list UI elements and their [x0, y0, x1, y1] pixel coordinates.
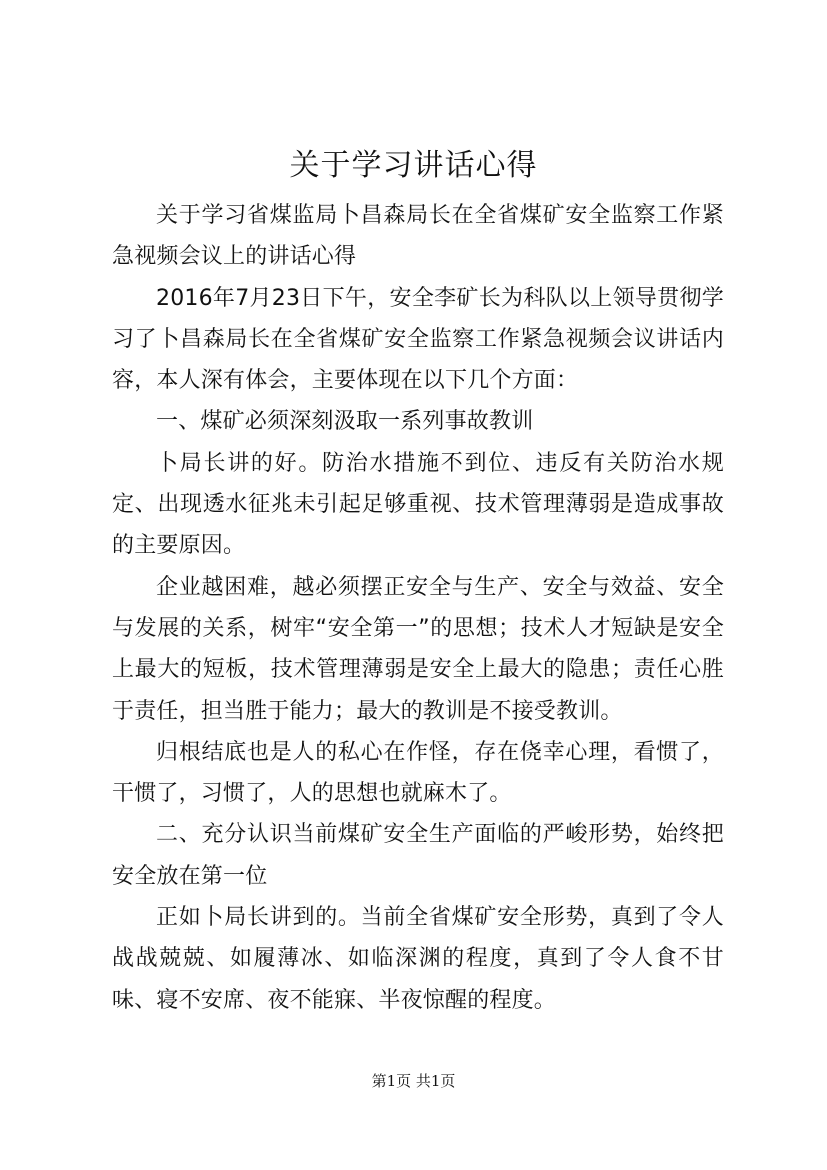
- section-heading: 二、充分认识当前煤矿安全生产面临的严峻形势，始终把安全放在第一位: [112, 822, 724, 889]
- paragraph: 卜局长讲的好。防治水措施不到位、违反有关防治水规定、出现透水征兆未引起足够重视、技术管理薄弱是造成事故的主要原因。: [112, 450, 724, 559]
- document-title: 关于学习讲话心得: [289, 148, 538, 183]
- paragraph: 2016年7月23日下午，安全李矿长为科队以上领导贯彻学习了卜昌森局长在全省煤矿安全监察工作紧急视频会议讲话内容，本人深有体会，主要体现在以下几个方面：: [112, 285, 724, 394]
- paragraph: 归根结底也是人的私心在作怪，存在侥幸心理，看惯了，干惯了，习惯了，人的思想也就麻木了。: [112, 739, 724, 807]
- section-heading: 一、煤矿必须深刻汲取一系列事故教训: [156, 409, 534, 435]
- document-body: [112, 195, 724, 1021]
- paragraph: 企业越困难，越必须摆正安全与生产、安全与效益、安全与发展的关系，树牢“安全第一”的思想；技术人才短缺是安全上最大的短板，技术管理薄弱是安全上最大的隐患；责任心胜于责任，担当胜于能力；最大的教训是不接受教训。: [112, 574, 724, 724]
- paragraph: 正如卜局长讲到的。当前全省煤矿安全形势，真到了令人战战兢兢、如履薄冰、如临深渊的程度，真到了令人食不甘味、寝不安席、夜不能寐、半夜惊醒的程度。: [112, 905, 724, 1013]
- page-footer: 第1页 共1页: [371, 1072, 456, 1090]
- paragraph: 关于学习省煤监局卜昌森局长在全省煤矿安全监察工作紧急视频会议上的讲话心得: [112, 203, 724, 270]
